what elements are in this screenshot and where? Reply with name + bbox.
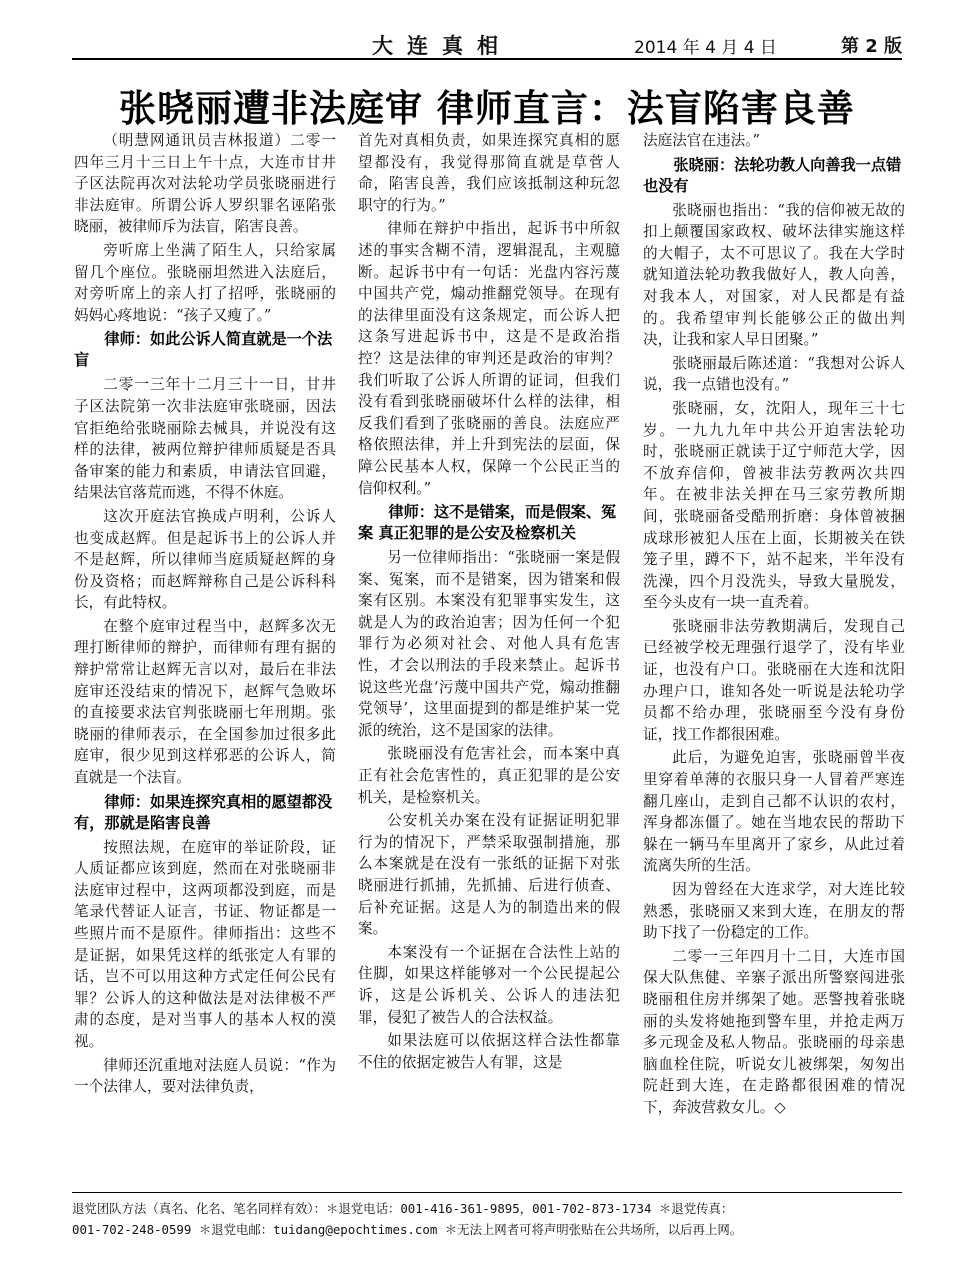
paragraph: 二零一三年四月十二日，大连市国保大队焦健、辛寨子派出所警察闯进张晓丽租住房并绑架了她。恶警拽着张晓丽的头发将她拖到警车里，并抢走两万多元现金及私人物品。张晓丽的母亲患脑血栓住院，听说女儿被绑架，匆匆出院赶到大连，在走路都很困难的情况下，奔波营救女儿。◇ <box>643 947 905 1116</box>
paragraph: 因为曾经在大连求学，对大连比较熟悉，张晓丽又来到大连，在朋友的帮助下找了一份稳定的工作。 <box>643 881 905 942</box>
masthead-rule <box>72 58 902 60</box>
paragraph: 如果法庭可以依据这样合法性都靠不住的依据定被告人有罪，这是 <box>358 1032 620 1071</box>
issue-date: 2014 年 4 月 4 日 <box>634 38 777 58</box>
footer <box>72 1198 902 1240</box>
paragraph: 张晓丽非法劳教期满后，发现自己已经被学校无理强行退学了，没有毕业证，也没有户口。张晓丽在大连和沈阳办理户口，谁知各处一听说是法轮功学员都不给办理，张晓丽至今没有身份证，找工作都很困难。 <box>643 617 905 743</box>
paragraph: 法庭法官在违法。” <box>643 132 760 149</box>
paragraph: 按照法规，在庭审的举证阶段，证人质证都应该到庭，然而在对张晓丽非法庭审过程中，这两项都没到庭，而是笔录代替证人证言，书证、物证都是一些照片而不是原件。律师指出：这些不是证据，如果凭这样的纸张定人有罪的话，岂不可以用这种方式定任何公民有罪？公诉人的这种做法是对法律极不严肃的态度，是对当事人的基本人权的漠视。 <box>74 838 336 1050</box>
column-1 <box>74 130 336 1190</box>
paragraph: （明慧网通讯员吉林报道）二零一四年三月十三日上午十点，大连市甘井子区法院再次对法轮功学员张晓丽进行非法庭审。所谓公诉人罗织罪名诬陷张晓丽，被律师斥为法盲，陷害良善。 <box>74 132 336 236</box>
paragraph: 这次开庭法官换成卢明利，公诉人也变成赵辉。但是起诉书上的公诉人并不是赵辉，所以律师当庭质疑赵辉的身份及资格；而赵辉辩称自己是公诉科科长，有此特权。 <box>74 507 336 612</box>
footer-line-1: 退党团队方法（真名、化名、笔名同样有效）：＊退党电话：001-416-361-9895，001-702-873-1734 ＊退党传真： <box>72 1201 734 1216</box>
section-heading: 律师：这不是错案，而是假案、冤案 真正犯罪的是公安及检察机关 <box>358 503 617 543</box>
paragraph: 律师还沉重地对法庭人员说：“作为一个法律人，要对法律负责， <box>74 1056 336 1096</box>
paragraph: 公安机关办案在没有证据证明犯罪行为的情况下，严禁采取强制措施，那么本案就是在没有一张纸的证据下对张晓丽进行抓捕，先抓捕、后进行侦查、后补充证据。这是人为的制造出来的假案。 <box>358 812 620 938</box>
paragraph: 二零一三年十二月三十一日，甘井子区法院第一次非法庭审张晓丽，因法官拒绝给张晓丽除去械具，并说没有这样的法律，被两位辩护律师质疑是否具备审案的能力和素质，申请法官回避，结果法官落荒而逃，不得不休庭。 <box>74 376 336 502</box>
page-number: 第 2 版 <box>840 36 902 57</box>
paragraph: 此后，为避免迫害，张晓丽曾半夜里穿着单薄的衣服只身一人冒着严寒连翻几座山，走到自己都不认识的农村，浑身都冻僵了。她在当地农民的帮助下躲在一辆马车里离开了家乡，从此过着流离失所的生活。 <box>643 749 905 875</box>
footer-rule <box>72 1192 902 1193</box>
paragraph: 律师在辩护中指出，起诉书中所叙述的事实含糊不清，逻辑混乱，主观臆断。起诉书中有一句话：光盘内容污蔑中国共产党，煽动推翻党领导。在现有的法律里面没有这条规定，而公诉人把这条写进起诉书中，这是不是政治指控？这是法律的审判还是政治的审判？我们听取了公诉人所谓的证词，但我们没有看到张晓丽破坏什么样的法律，相反我们看到了张晓丽的善良。法庭应严格依照法律，并上升到宪法的层面，保障公民基本人权，保障一个公民正当的信仰权利。” <box>358 220 620 497</box>
section-heading: 律师：如此公诉人简直就是一个法盲 <box>74 330 333 370</box>
paragraph: 张晓丽也指出：“我的信仰被无故的扣上颠覆国家政权、破坏法律实施这样的大帽子，太不可思议了。我在大学时就知道法轮功教我做好人，教人向善，对我本人，对国家，对人民都是有益的。我希望审判长能够公正的做出判决，让我和家人早日团聚。” <box>643 201 905 349</box>
paper-name: 大连真相 <box>372 34 512 58</box>
paragraph: 在整个庭审过程当中，赵辉多次无理打断律师的辩护，而律师有理有据的辩护常常让赵辉无言以对，最后在非法庭审还没结束的情况下，赵辉气急败坏的直接要求法官判张晓丽七年刑期。张晓丽的律师表示，在全国参加过很多此庭审，很少见到这样邪恶的公诉人，简直就是一个法盲。 <box>74 617 336 787</box>
column-2 <box>358 130 620 1190</box>
paragraph: 本案没有一个证据在合法性上站的住脚，如果这样能够对一个公民提起公诉，这是公诉机关、公诉人的违法犯罪，侵犯了被告人的合法权益。 <box>358 943 620 1026</box>
paragraph: 另一位律师指出：“张晓丽一案是假案、冤案，而不是错案，因为错案和假案有区别。本案没有犯罪事实发生，这就是人为的政治迫害；因为任何一个犯罪行为必须对社会、对他人具有危害性，才会以刑法的手段来禁止。起诉书说这些光盘‘污蔑中国共产党，煽动推翻党领导’，这里面提到的都是维护某一党派的统治，这不是国家的法律。 <box>358 549 620 739</box>
column-3 <box>643 130 905 1190</box>
paragraph: 张晓丽最后陈述道：“我想对公诉人说，我一点错也没有。” <box>643 354 905 394</box>
section-heading: 律师：如果连探究真相的愿望都没有，那就是陷害良善 <box>74 792 333 832</box>
footer-line-2: 001-702-248-0599 ＊退党电邮：tuidang@epochtimes.com ＊无法上网者可将声明张贴在公共场所，以后再上网。 <box>72 1222 743 1237</box>
headline: 张晓丽遭非法庭审 律师直言：法盲陷害良善 <box>119 87 855 130</box>
masthead <box>72 30 902 56</box>
section-heading: 张晓丽：法轮功教人向善我一点错也没有 <box>643 155 902 195</box>
paragraph: 张晓丽，女，沈阳人，现年三十七岁。一九九九年中共公开迫害法轮功时，张晓丽正就读于辽宁师范大学，因不放弃信仰，曾被非法劳教两次共四年。在被非法关押在马三家劳教所期间，张晓丽备受酷刑折磨：身体曾被捆成球形被犯人压在上面，长期被关在铁笼子里，蹲不下，站不起来，半年没有洗澡，四个月没洗头，导致大量脱发，至今头皮有一块一直秃着。 <box>643 399 905 612</box>
paragraph: 张晓丽没有危害社会，而本案中真正有社会危害性的，真正犯罪的是公安机关，是检察机关。 <box>358 745 620 806</box>
paragraph: 首先对真相负责，如果连探究真相的愿望都没有，我觉得那简直就是草菅人命，陷害良善，我们应该抵制这种玩忽职守的行为。” <box>358 132 620 214</box>
paragraph: 旁听席上坐满了陌生人，只给家属留几个座位。张晓丽坦然进入法庭后，对旁听席上的亲人打了招呼，张晓丽的妈妈心疼地说：“孩子又瘦了。” <box>74 241 336 324</box>
